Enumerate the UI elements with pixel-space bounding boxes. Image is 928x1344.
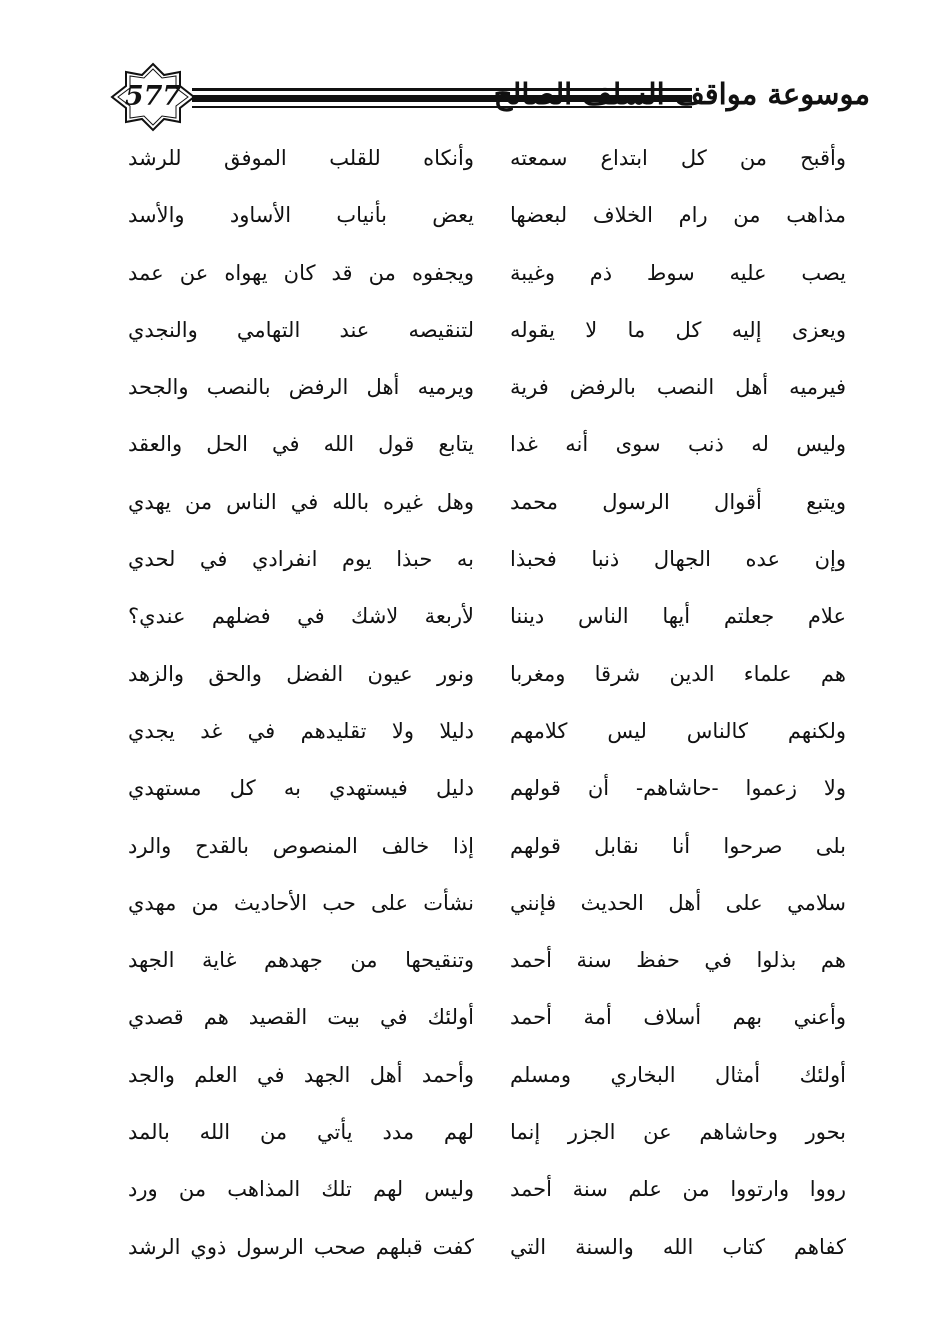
poem (0, 130, 928, 1276)
verse-first-hemistich: ويعزى إليه كل ما لا يقوله (510, 317, 846, 342)
verse (0, 187, 928, 244)
verse-second-hemistich: نشأت على حب الأحاديث من مهدي (128, 890, 474, 915)
verse-second-hemistich: أولئك في بيت القصيد هم قصدي (128, 1005, 474, 1030)
verse-second-hemistich: وأنكاه للقلب الموفق للرشد (128, 146, 474, 170)
verse-first-hemistich: يصب عليه سوط ذم وغيبة (510, 260, 846, 285)
verse-first-hemistich: ولكنهم كالناس ليس كلامهم (510, 718, 846, 743)
verse-first-hemistich: بحور وحاشاهم عن الجزر إنما (510, 1120, 846, 1145)
verse (0, 359, 928, 416)
verse-first-hemistich: مذاهب من رام الخلاف لبعضها (510, 203, 846, 228)
verse-second-hemistich: وأحمد أهل الجهد في العلم والجد (128, 1062, 474, 1087)
verse-first-hemistich: فيرميه أهل النصب بالرفض فرية (510, 375, 846, 400)
verse-second-hemistich: وتنقيحها من جهدهم غاية الجهد (128, 948, 474, 973)
verse-first-hemistich: وليس له ذنب سوى أنه غدا (510, 432, 846, 457)
verse (0, 646, 928, 703)
verse (0, 531, 928, 588)
verse (0, 989, 928, 1046)
verse (0, 130, 928, 187)
verse-first-hemistich: علام جعلتم أيها الناس ديننا (510, 604, 846, 629)
verse (0, 588, 928, 645)
verse (0, 416, 928, 473)
verse-second-hemistich: وليس لهم تلك المذاهب من ورد (128, 1177, 474, 1202)
verse-second-hemistich: ونور عيون الفضل والحق والزهد (128, 661, 474, 686)
verse-second-hemistich: دليل فيستهدي به كل مستهدي (128, 776, 474, 801)
verse-first-hemistich: كفاهم كتاب الله والسنة التي (510, 1234, 846, 1259)
verse-first-hemistich: ويتبع أقوال الرسول محمد (510, 489, 846, 514)
verse (0, 1047, 928, 1104)
verse (0, 474, 928, 531)
verse (0, 818, 928, 875)
verse-first-hemistich: وأعني بهم أسلاف أمة أحمد (510, 1005, 846, 1030)
verse-first-hemistich: ولا زعموا -حاشاهم- أن قولهم (510, 776, 846, 801)
verse-first-hemistich: هم بذلوا في حفظ سنة أحمد (510, 948, 846, 973)
page-number: 577 (124, 81, 182, 112)
verse (0, 932, 928, 989)
verse-second-hemistich: ويجفوه من قد كان يهواه عن عمد (128, 260, 474, 285)
verse-second-hemistich: كفت قبلهم صحب الرسول ذوي الرشد (128, 1234, 474, 1259)
verse (0, 1161, 928, 1218)
page-number-badge (108, 62, 198, 132)
verse-second-hemistich: يعض بأنياب الأساود والأسد (128, 203, 474, 228)
verse-second-hemistich: به حبذا يوم انفرادي في لحدي (128, 547, 474, 572)
verse-second-hemistich: إذا خالف المنصوص بالقدح والرد (128, 833, 474, 858)
verse-second-hemistich: يتابع قول الله في الحل والعقد (128, 432, 474, 457)
verse (0, 302, 928, 359)
verse-first-hemistich: سلامي على أهل الحديث فإنني (510, 890, 846, 915)
verse (0, 703, 928, 760)
series-title: موسوعة مواقف السلف الصالح (493, 77, 870, 111)
verse-first-hemistich: وإن عده الجهال ذنبا فحبذا (510, 547, 846, 572)
page-header (100, 62, 870, 132)
verse-first-hemistich: هم علماء الدين شرقا ومغربا (510, 661, 846, 686)
verse-second-hemistich: لتنقيصه عند التهامي والنجدي (128, 317, 474, 342)
verse (0, 245, 928, 302)
verse-first-hemistich: وأقبح من كل ابتداع سمعته (510, 146, 846, 170)
verse (0, 760, 928, 817)
verse-second-hemistich: ويرميه أهل الرفض بالنصب والجحد (128, 375, 474, 400)
verse (0, 875, 928, 932)
verse (0, 1219, 928, 1276)
verse-first-hemistich: بلى صرحوا أنا نقابل قولهم (510, 833, 846, 858)
verse-second-hemistich: دليلا ولا تقليدهم في غد يجدي (128, 718, 474, 743)
verse-second-hemistich: لأربعة لاشك في فضلهم عندي؟ (128, 604, 474, 629)
verse-second-hemistich: لهم مدد يأتي من الله بالمد (128, 1120, 474, 1145)
verse (0, 1104, 928, 1161)
verse-second-hemistich: وهل غيره بالله في الناس من يهدي (128, 489, 474, 514)
verse-first-hemistich: رووا وارتووا من علم سنة أحمد (510, 1177, 846, 1202)
verse-first-hemistich: أولئك أمثال البخاري ومسلم (510, 1062, 846, 1087)
